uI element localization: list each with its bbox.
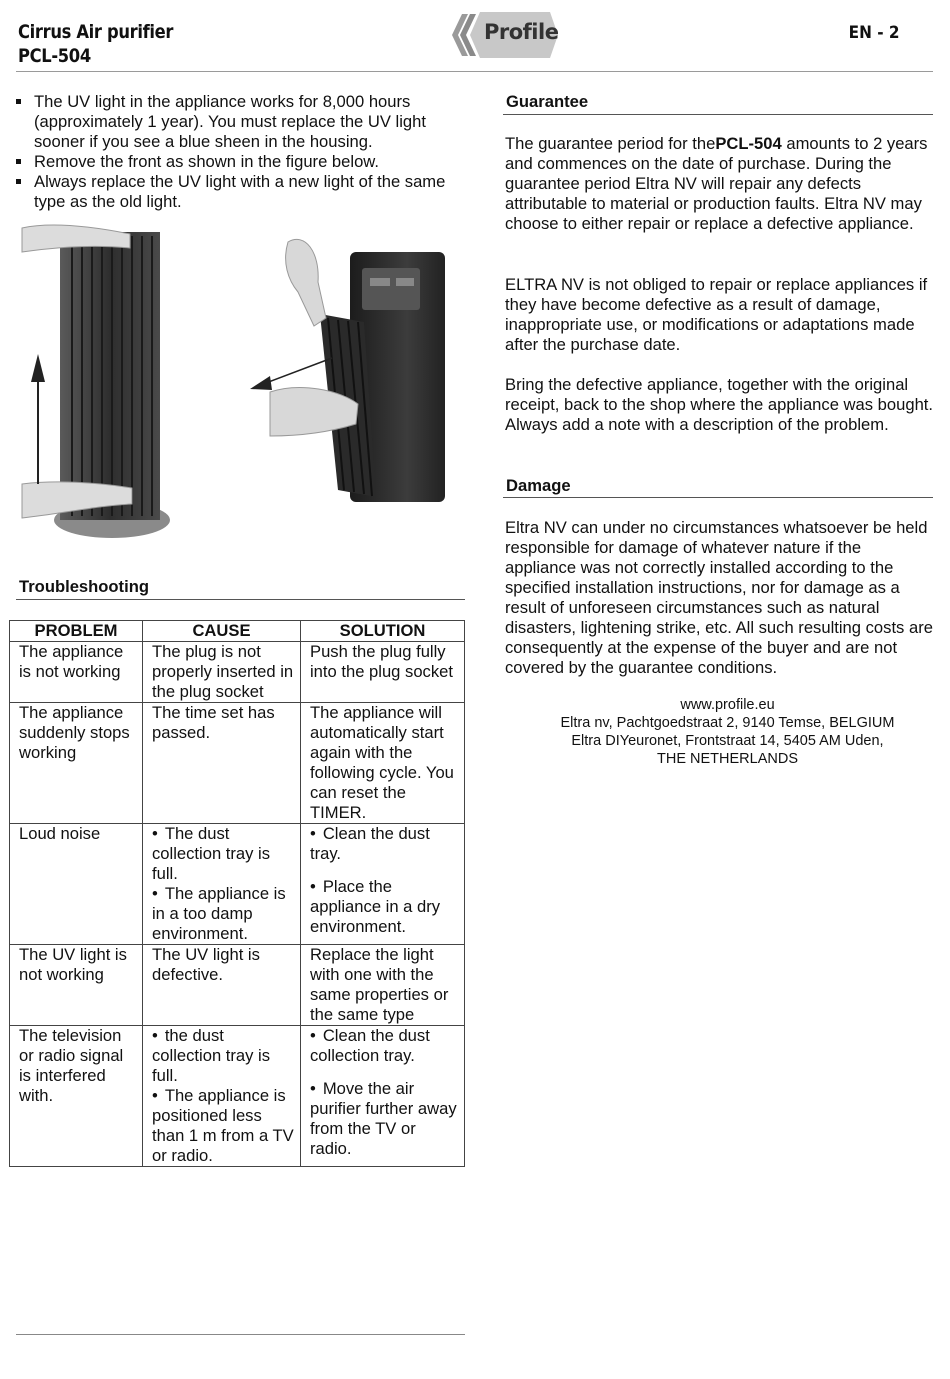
bullet-item: The UV light in the appliance works for 8,000 hours (approximately 1 year). You must replace the UV light sooner if you see a blue sheen in the housing. [16,92,466,152]
damage-divider [503,497,933,498]
solution-cell [301,1026,465,1167]
contact-block [505,696,950,768]
solution-cell [301,945,465,1026]
header-divider [16,71,933,72]
bullet-item: Always replace the UV light with a new light of the same type as the old light. [16,172,466,212]
cause-bullet: • The appliance is positioned less than 1 m from a TV or radio. [152,1086,296,1166]
solution-cell [301,642,465,703]
model-number: PCL-504 [18,45,91,67]
uv-light-bullets [16,92,466,212]
table-header-row [10,621,465,642]
solution-bullet: • Clean the dust tray. [310,824,460,864]
address-belgium: Eltra nv, Pachtgoedstraat 2, 9140 Temse, BELGIUM [560,715,895,731]
cause-cell [143,824,301,945]
problem-cell: The appliance is not working [10,642,143,703]
table-row [10,824,465,945]
solution-text: The appliance will automatically start again with the following cycle. You can reset the TIMER. [310,703,454,822]
guarantee-paragraph-1 [505,134,935,234]
model-reference: PCL-504 [715,134,782,153]
cause-cell [143,642,301,703]
cause-text: The plug is not properly inserted in the plug socket [152,642,294,701]
front-removal-illustration [20,222,455,542]
column-header-solution: SOLUTION [301,621,465,642]
table-row [10,642,465,703]
document-title [18,20,173,68]
cause-bullet: • The dust collection tray is full. [152,824,296,884]
logo-text: Profile [484,20,559,44]
cause-cell [143,1026,301,1167]
problem-cell: The television or radio signal is interfered with. [10,1026,143,1167]
troubleshooting-table [9,620,465,1167]
cause-bullet: • The appliance is in a too damp environment. [152,884,296,944]
table-row [10,945,465,1026]
cause-bullet: • the dust collection tray is full. [152,1026,296,1086]
solution-cell [301,824,465,945]
column-header-problem: PROBLEM [10,621,143,642]
troubleshooting-heading: Troubleshooting [19,577,149,596]
solution-text: Push the plug fully into the plug socket [310,642,453,681]
cause-cell [143,945,301,1026]
address-netherlands: Eltra DIYeuronet, Frontstraat 14, 5405 AM Uden, [571,733,884,749]
troubleshooting-divider [16,599,465,600]
guarantee-paragraph-2: ELTRA NV is not obliged to repair or replace appliances if they have become defective as a result of damage, inappropriate use, or modifications or adaptations made after the purchase date. [505,275,928,354]
guarantee-text: The guarantee period for the [505,134,716,153]
product-name: Cirrus Air purifier [18,21,174,43]
problem-cell: The UV light is not working [10,945,143,1026]
bullet-item: Remove the front as shown in the figure below. [16,152,466,172]
page-number: EN - 2 [849,23,900,43]
footer-divider [16,1334,465,1335]
guarantee-heading: Guarantee [506,92,589,111]
table-row [10,703,465,824]
cause-text: The time set has passed. [152,703,275,742]
cause-cell [143,703,301,824]
damage-heading: Damage [506,476,571,495]
guarantee-paragraph-3: Bring the defective appliance, together with the original receipt, back to the shop where the appliance was bought. Always add a note with a description of the problem. [505,375,934,434]
solution-bullet: • Move the air purifier further away from the TV or radio. [310,1079,460,1159]
cause-text: The UV light is defective. [152,945,260,984]
website-link[interactable]: www.profile.eu [680,697,775,713]
problem-cell: Loud noise [10,824,143,945]
front-removal-figure [20,222,455,542]
damage-paragraph: Eltra NV can under no circumstances whatsoever be held responsible for damage of whatever nature if the appliance was not correctly installed according to the specified installation instructions, nor for damage as a result of unforeseen circumstances such as natural disasters, lightening strike, etc. All such resulting costs are consequently at the expense of the buyer and are not covered by the guarantee conditions. [505,518,933,677]
solution-cell [301,703,465,824]
solution-text: Replace the light with one with the same properties or the same type [310,945,449,1024]
solution-bullet: • Clean the dust collection tray. [310,1026,460,1066]
column-header-cause: CAUSE [143,621,301,642]
problem-cell: The appliance suddenly stops working [10,703,143,824]
table-row [10,1026,465,1167]
guarantee-divider [503,114,933,115]
guarantee-text: amounts to 2 years and commences on the date of purchase. During the guarantee period Eltra NV will repair any defects attributable to material or production faults. Eltra NV may choose to either repair or replace a defective appliance. [505,134,928,233]
address-country: THE NETHERLANDS [657,751,798,767]
profile-logo [440,10,558,60]
solution-bullet: • Place the appliance in a dry environment. [310,877,460,937]
